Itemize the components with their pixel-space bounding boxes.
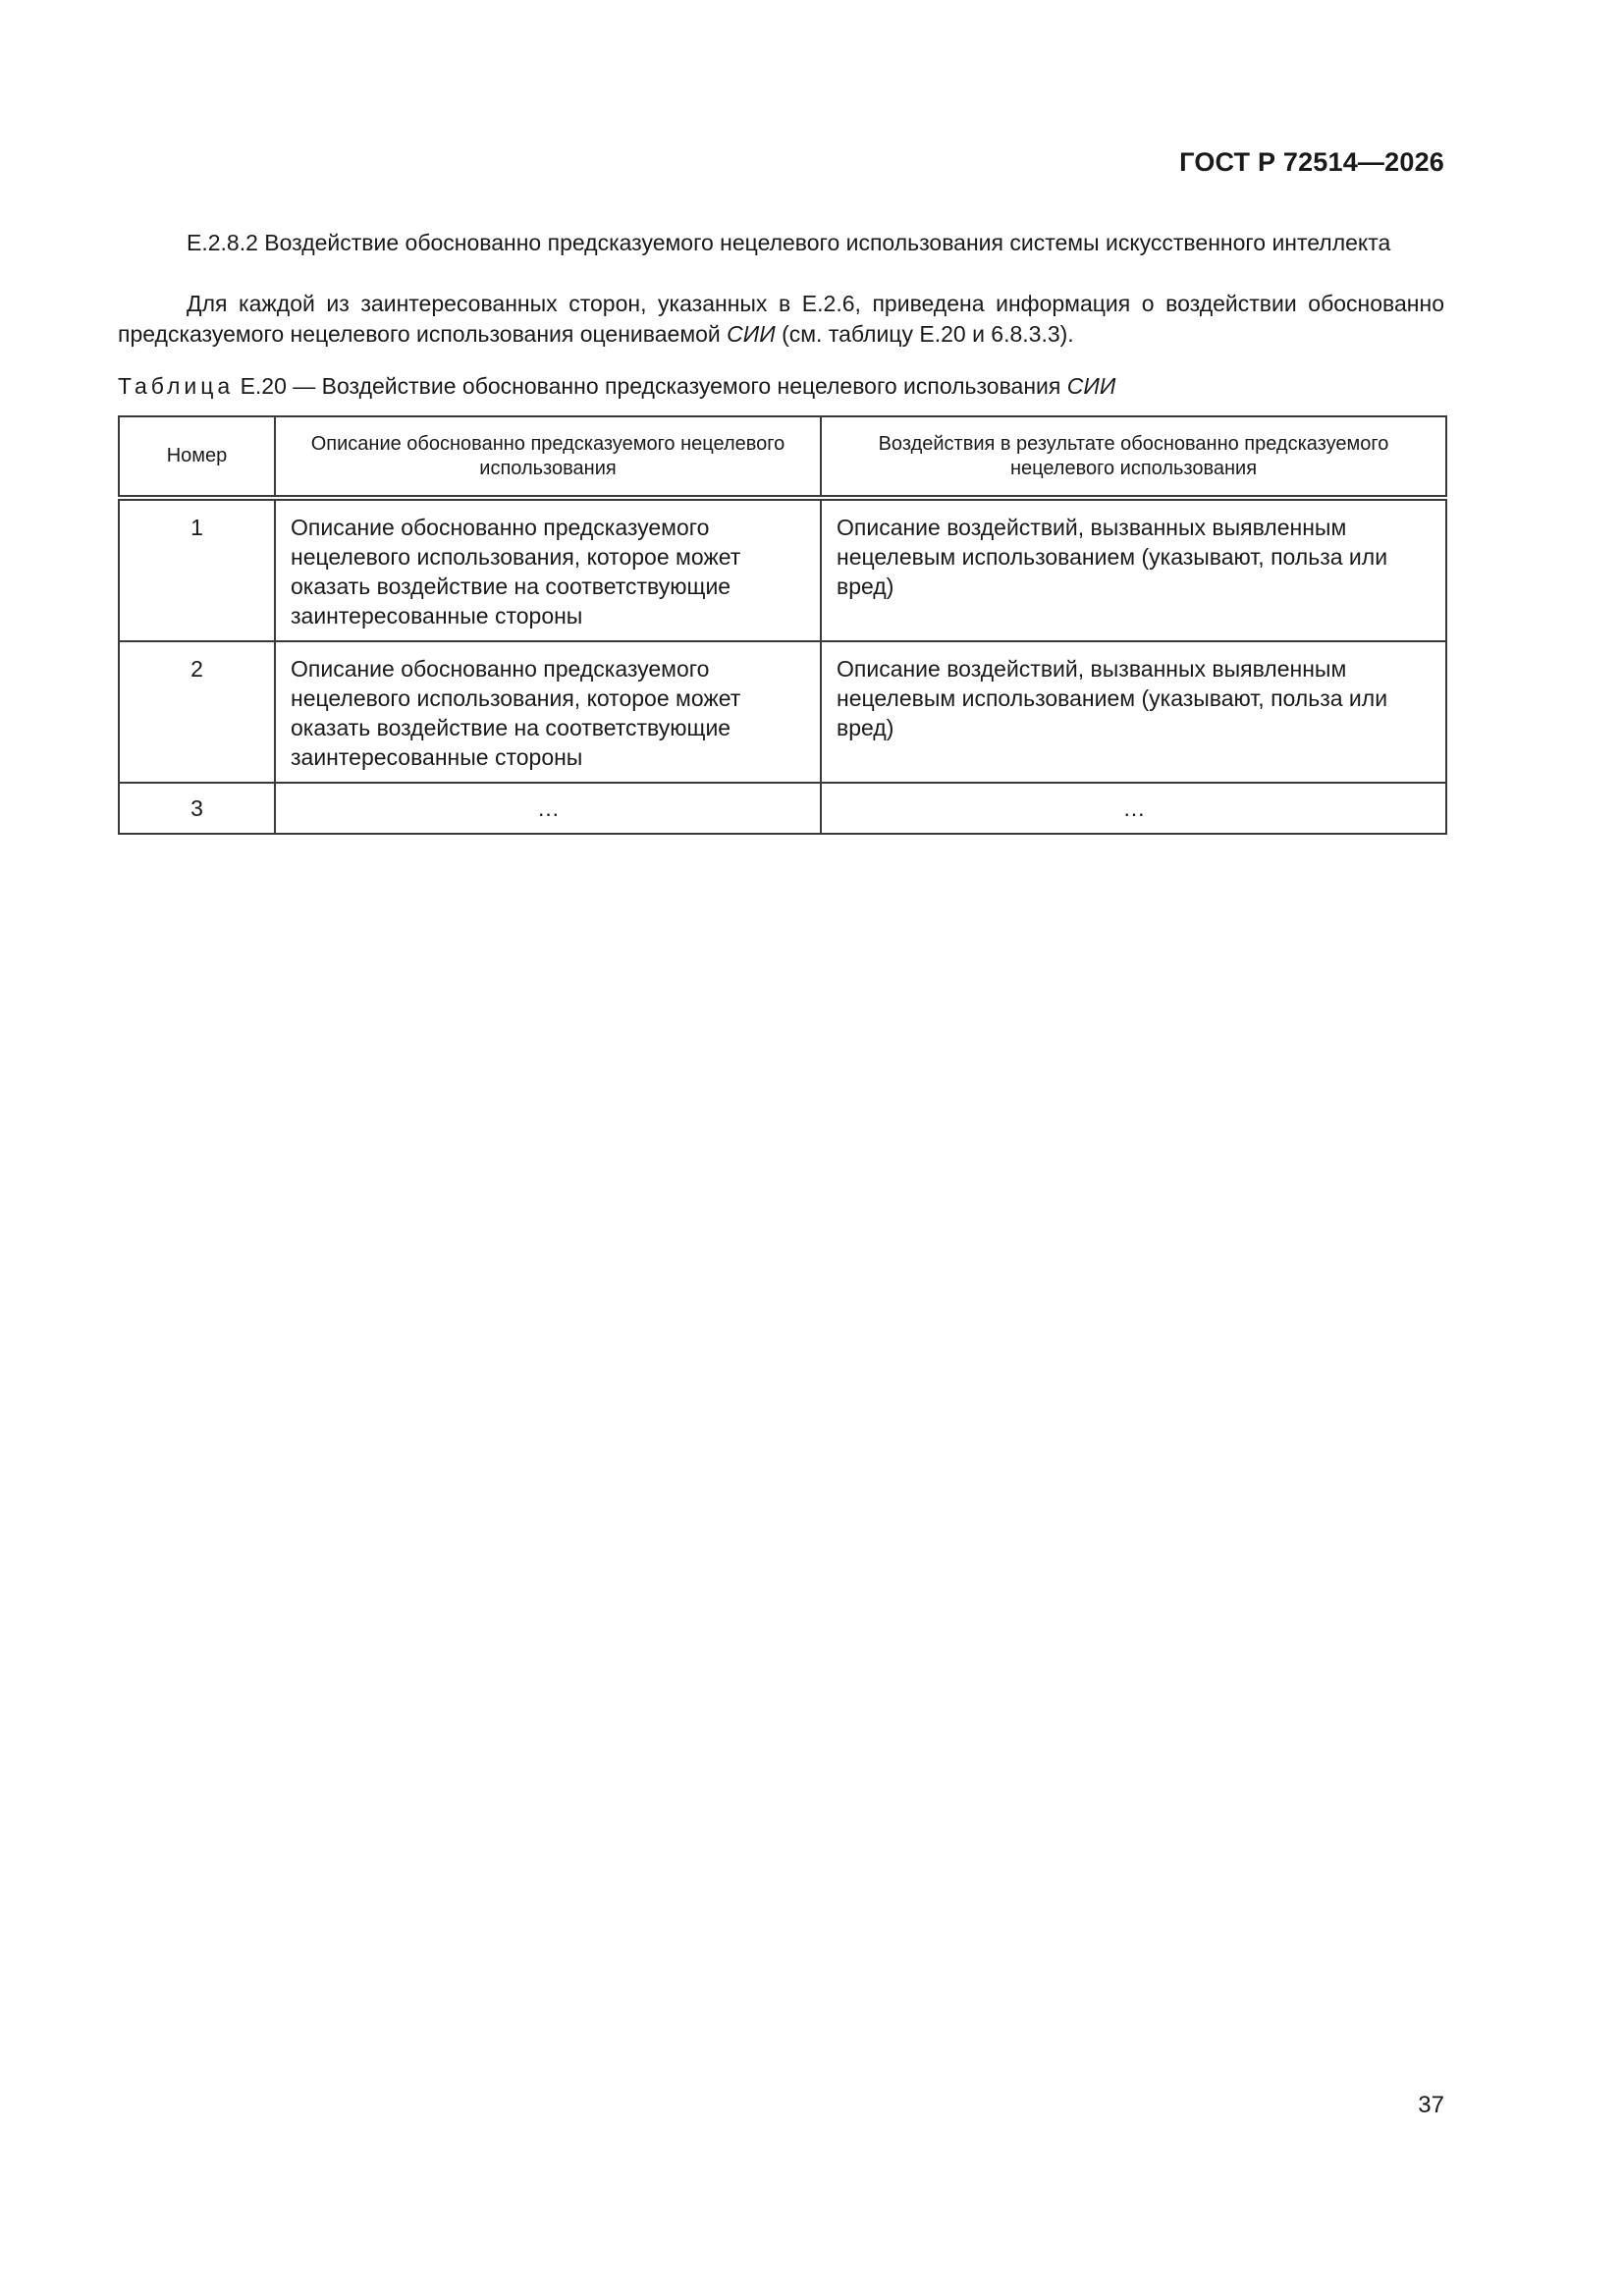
table-caption bbox=[118, 371, 1115, 402]
table-row bbox=[119, 498, 1446, 641]
paragraph-text-start: Для каждой из заинтересованных сторон, указанных в Е.2.6, приведена информация о воздействии обоснованно предсказуемого нецелевого использования оцениваемой bbox=[118, 291, 1444, 347]
column-header-number: Номер bbox=[119, 416, 275, 498]
row-number: 3 bbox=[119, 783, 275, 834]
column-header-impact: Воздействия в результате обоснованно предсказуемого нецелевого использования bbox=[821, 416, 1446, 498]
table-header-row bbox=[119, 416, 1446, 498]
abbreviation: СИИ bbox=[727, 321, 776, 347]
table-caption-prefix: Таблица bbox=[118, 373, 235, 399]
impact-table bbox=[118, 415, 1447, 835]
row-number: 2 bbox=[119, 641, 275, 783]
clause-text: Е.2.8.2 Воздействие обоснованно предсказуемого нецелевого использования системы искусственного интеллекта bbox=[187, 230, 1391, 255]
column-header-description: Описание обоснованно предсказуемого нецелевого использования bbox=[275, 416, 821, 498]
page-number: 37 bbox=[1418, 2092, 1444, 2118]
row-description: Описание обоснованно предсказуемого нецелевого использования, которое может оказать воздействие на соответствующие заинтересованные стороны bbox=[275, 498, 821, 641]
table-caption-abbreviation: СИИ bbox=[1066, 373, 1116, 399]
row-number: 1 bbox=[119, 498, 275, 641]
clause-heading bbox=[118, 228, 1444, 258]
row-impact: … bbox=[821, 783, 1446, 834]
row-impact: Описание воздействий, вызванных выявленным нецелевым использованием (указывают, польза или вред) bbox=[821, 641, 1446, 783]
row-description: Описание обоснованно предсказуемого нецелевого использования, которое может оказать воздействие на соответствующие заинтересованные стороны bbox=[275, 641, 821, 783]
table-caption-text: Е.20 — Воздействие обоснованно предсказуемого нецелевого использования bbox=[234, 373, 1067, 399]
paragraph-text-end: (см. таблицу Е.20 и 6.8.3.3). bbox=[775, 321, 1074, 347]
paragraph-text bbox=[118, 289, 1444, 350]
row-description: … bbox=[275, 783, 821, 834]
table-row bbox=[119, 783, 1446, 834]
table-row bbox=[119, 641, 1446, 783]
body-paragraph bbox=[118, 289, 1444, 350]
row-impact: Описание воздействий, вызванных выявленным нецелевым использованием (указывают, польза или вред) bbox=[821, 498, 1446, 641]
document-header: ГОСТ Р 72514—2026 bbox=[1179, 147, 1444, 177]
